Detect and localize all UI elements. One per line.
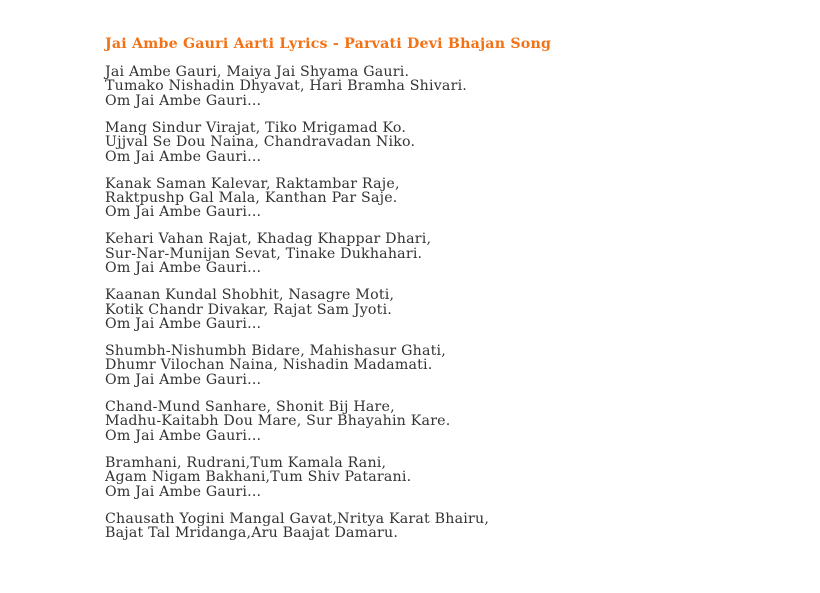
verse-7	[105, 400, 820, 443]
verse-8	[105, 456, 820, 499]
verse-1	[105, 65, 820, 108]
verse-line: Tumako Nishadin Dhyavat, Hari Bramha Shivari.	[105, 78, 468, 95]
verse-line: Bajat Tal Mridanga,Aru Baajat Damaru.	[105, 524, 399, 541]
refrain-line: Om Jai Ambe Gauri...	[105, 92, 262, 109]
verse-2	[105, 121, 820, 164]
refrain-line: Om Jai Ambe Gauri...	[105, 260, 262, 277]
page-title: Jai Ambe Gauri Aarti Lyrics - Parvati Devi Bhajan Song	[105, 36, 552, 52]
refrain-line: Om Jai Ambe Gauri...	[105, 204, 262, 221]
verse-list	[105, 65, 820, 540]
verse-line: Ujjval Se Dou Naina, Chandravadan Niko.	[105, 134, 416, 151]
verse-5	[105, 288, 820, 331]
refrain-line: Om Jai Ambe Gauri...	[105, 148, 262, 165]
refrain-line: Om Jai Ambe Gauri...	[105, 316, 262, 333]
verse-3	[105, 177, 820, 220]
verse-line: Raktpushp Gal Mala, Kanthan Par Saje.	[105, 190, 398, 207]
verse-line: Mang Sindur Virajat, Tiko Mrigamad Ko.	[105, 119, 407, 136]
refrain-line: Om Jai Ambe Gauri...	[105, 371, 262, 388]
verse-line: Bramhani, Rudrani,Tum Kamala Rani,	[105, 454, 387, 471]
refrain-line: Om Jai Ambe Gauri...	[105, 427, 262, 444]
verse-line: Agam Nigam Bakhani,Tum Shiv Patarani.	[105, 469, 412, 486]
refrain-line: Om Jai Ambe Gauri...	[105, 483, 262, 500]
verse-line: Shumbh-Nishumbh Bidare, Mahishasur Ghati,	[105, 343, 446, 360]
verse-line: Dhumr Vilochan Naina, Nishadin Madamati.	[105, 357, 433, 374]
verse-line: Kotik Chandr Divakar, Rajat Sam Jyoti.	[105, 301, 393, 318]
verse-line: Kehari Vahan Rajat, Khadag Khappar Dhari,	[105, 231, 432, 248]
verse-line: Madhu-Kaitabh Dou Mare, Sur Bhayahin Kare.	[105, 413, 451, 430]
verse-line: Kanak Saman Kalevar, Raktambar Raje,	[105, 175, 400, 192]
verse-line: Kaanan Kundal Shobhit, Nasagre Moti,	[105, 287, 395, 304]
verse-line: Chausath Yogini Mangal Gavat,Nritya Karat Bhairu,	[105, 510, 490, 527]
verse-line: Jai Ambe Gauri, Maiya Jai Shyama Gauri.	[105, 64, 410, 80]
verse-line: Sur-Nar-Munijan Sevat, Tinake Dukhahari.	[105, 245, 423, 262]
verse-4	[105, 232, 820, 275]
verse-line: Chand-Mund Sanhare, Shonit Bij Hare,	[105, 398, 395, 415]
verse-6	[105, 344, 820, 387]
verse-9	[105, 512, 820, 541]
